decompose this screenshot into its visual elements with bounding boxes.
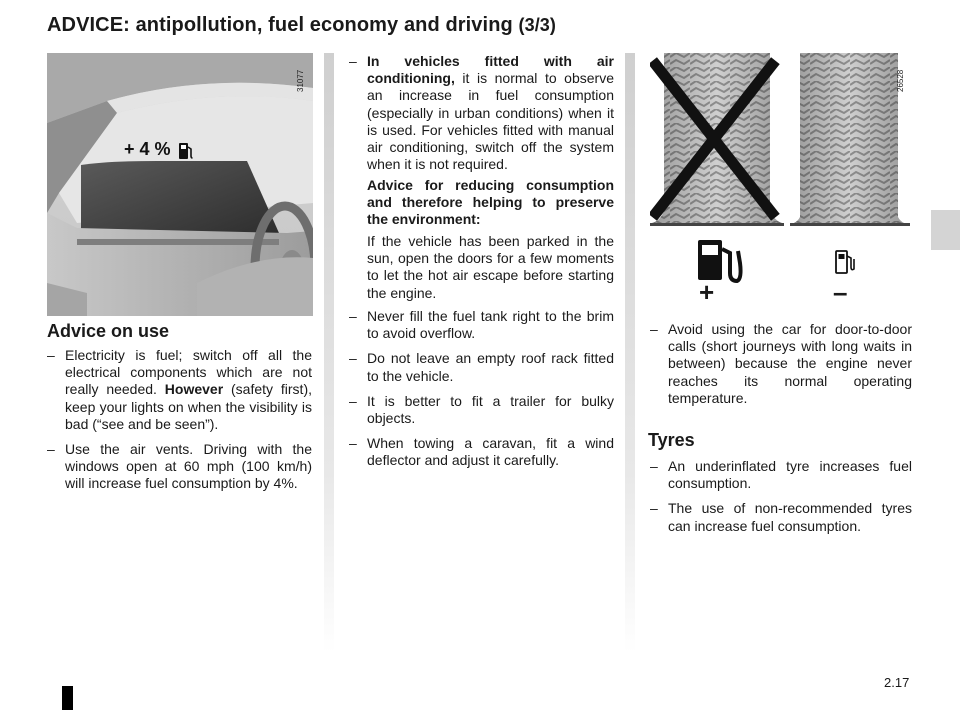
- column-divider: [625, 53, 635, 653]
- advice-on-use-list: [47, 347, 312, 501]
- consumption-increase-label: + 4 %: [124, 139, 171, 159]
- page-of-indicator: (3/3): [518, 15, 557, 35]
- tyres-heading: Tyres: [648, 430, 695, 450]
- list-item-text: (safety first), keep your lights on when the visibility is bad (“see and be seen”).: [65, 381, 312, 432]
- list-item: – Never fill the fuel tank right to the brim to avoid overflow.: [349, 308, 614, 342]
- corner-mark: [62, 686, 73, 710]
- list-item-text: it is normal to observe an increase in fuel consumption (especially in urban conditions) when it is used. For vehicles fitted with manual air conditioning, switch off the system when it is not required.: [367, 70, 614, 173]
- plus-sign: +: [699, 277, 715, 307]
- list-item: – An underinflated tyre increases fuel consumption.: [650, 458, 912, 492]
- page-number: 2.17: [884, 675, 910, 690]
- crossed-out-tyre-icon: [650, 53, 784, 226]
- list-item: [47, 347, 312, 433]
- list-item-text: Electricity is fuel; switch off all the electrical components which are not really needed.: [65, 347, 312, 398]
- list-item: [47, 441, 312, 493]
- list-item: – Do not leave an empty roof rack fitted to the vehicle.: [349, 350, 614, 384]
- figure-reference-code: 31077: [296, 69, 305, 92]
- tyres-list: [650, 458, 912, 543]
- list-item-emphasis: In vehicles fitted with air conditioning,: [367, 53, 614, 87]
- list-item: – Avoid using the car for door-to-door calls (short journeys with long waits in between) because the engine never reaches its normal operating temperature.: [650, 321, 912, 407]
- list-item-emphasis: However: [164, 381, 224, 398]
- tyre-pressure-illustration: [650, 53, 912, 315]
- figure-reference-code: 26528: [896, 69, 905, 92]
- car-window-illustration: [47, 53, 313, 316]
- minus-sign: –: [833, 277, 848, 307]
- parked-in-sun-paragraph: If the vehicle has been parked in the sun, open the doors for a few moments to let the hot air escape before starting the engine.: [367, 233, 614, 301]
- fuel-pump-small-icon: [836, 251, 854, 273]
- list-item-text: Use the air vents. Driving with the windows open at 60 mph (100 km/h) will increase fuel consumption by 4%.: [65, 441, 312, 492]
- advice-subheading: Advice for reducing consumption and therefore helping to preserve the environment:: [367, 177, 614, 228]
- tyre-icon: [790, 53, 910, 226]
- advice-on-use-heading: Advice on use: [47, 321, 170, 341]
- fuel-pump-large-icon: [698, 240, 741, 281]
- list-item: – When towing a caravan, fit a wind deflector and adjust it carefully.: [349, 435, 614, 469]
- fuel-pump-icon: [178, 141, 194, 161]
- consumption-tips-list: [349, 308, 614, 478]
- list-item: – It is better to fit a trailer for bulky objects.: [349, 393, 614, 427]
- air-conditioning-list: [349, 53, 614, 181]
- list-item: [349, 53, 614, 173]
- list-item: – The use of non-recommended tyres can increase fuel consumption.: [650, 500, 912, 534]
- page-title-text: ADVICE: antipollution, fuel economy and driving: [47, 14, 513, 36]
- page-title: [47, 14, 556, 37]
- column-divider: [324, 53, 334, 653]
- door-to-door-list: [650, 321, 912, 415]
- chapter-tab: [931, 210, 960, 250]
